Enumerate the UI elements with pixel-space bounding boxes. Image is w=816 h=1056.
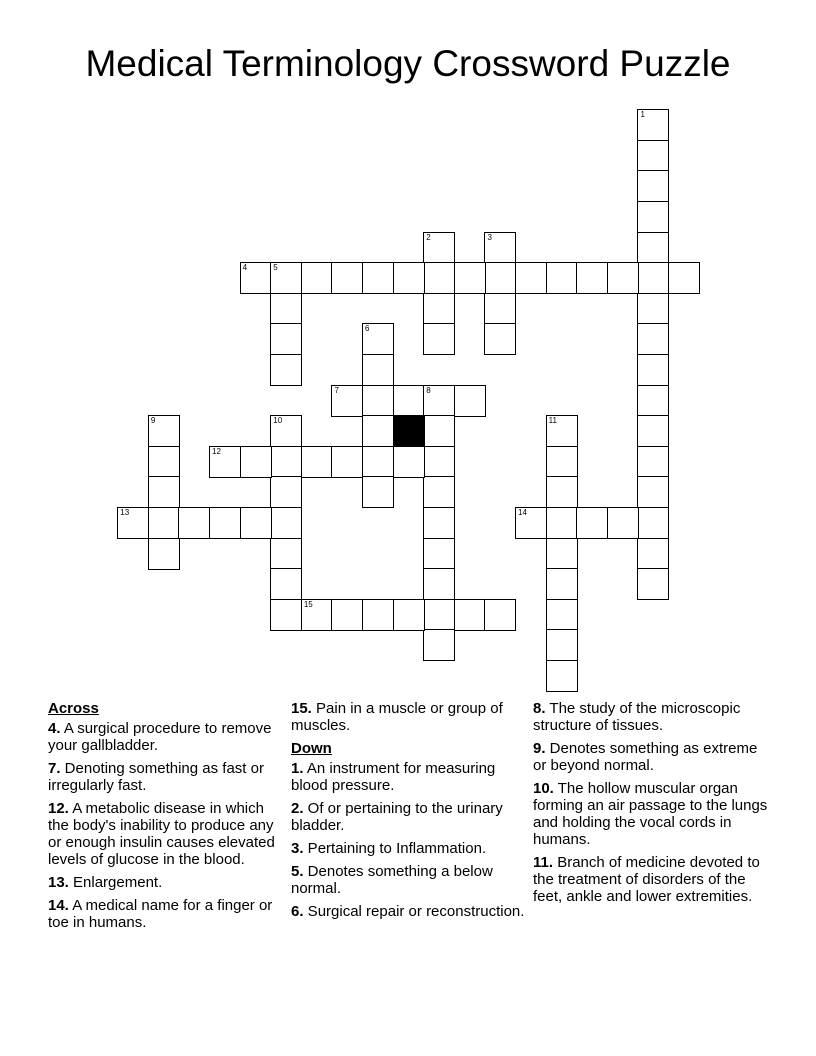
clue-number-label: 1. <box>291 760 304 777</box>
grid-cell[interactable] <box>423 262 455 294</box>
clue-number: 10 <box>273 416 283 426</box>
clue-number: 3 <box>487 232 492 242</box>
clue-item <box>533 700 768 734</box>
clue-number: 9 <box>150 416 156 426</box>
clue-number-label: 3. <box>291 840 304 857</box>
grid-cell[interactable] <box>423 323 455 355</box>
grid-cell[interactable] <box>454 262 486 294</box>
clue-number: 6 <box>365 324 370 334</box>
clue-number-label: 5. <box>291 863 304 880</box>
grid-cell[interactable] <box>270 446 302 478</box>
grid-cell[interactable] <box>637 323 669 355</box>
grid-cell[interactable] <box>117 507 149 539</box>
grid-cell[interactable] <box>393 446 425 478</box>
grid-cell[interactable] <box>546 629 578 661</box>
grid-cell[interactable] <box>546 415 578 447</box>
grid-cell[interactable] <box>270 415 302 447</box>
grid-cell[interactable] <box>423 476 455 508</box>
grid-cell[interactable] <box>546 660 578 692</box>
clue-text: A medical name for a finger or toe in humans. <box>48 897 273 931</box>
grid-cell[interactable] <box>423 385 455 417</box>
grid-cell[interactable] <box>546 262 578 294</box>
grid-cell[interactable] <box>607 262 639 294</box>
clue-number-label: 15. <box>291 700 312 717</box>
grid-cell[interactable] <box>362 415 394 447</box>
clue-item <box>48 897 283 931</box>
clue-item <box>533 854 768 905</box>
clue-number-label: 7. <box>48 760 61 777</box>
grid-cell[interactable] <box>270 507 302 539</box>
grid-cell[interactable] <box>393 599 425 631</box>
grid-cell[interactable] <box>209 507 241 539</box>
down-heading: Down <box>291 740 332 757</box>
grid-cell[interactable] <box>331 599 363 631</box>
grid-cell[interactable] <box>178 507 210 539</box>
grid-block-cell <box>393 415 425 447</box>
across-heading: Across <box>48 700 99 717</box>
grid-cell[interactable] <box>362 446 394 478</box>
clue-number-label: 9. <box>533 740 546 757</box>
grid-cell[interactable] <box>637 385 669 417</box>
clue-number: 12 <box>212 446 221 456</box>
grid-cell[interactable] <box>423 446 455 478</box>
grid-cell[interactable] <box>454 599 486 631</box>
clue-number: 14 <box>518 508 527 518</box>
clue-item <box>48 800 283 868</box>
grid-cell[interactable] <box>148 446 180 478</box>
grid-cell[interactable] <box>362 599 394 631</box>
clue-number-label: 11. <box>533 854 554 871</box>
grid-cell[interactable] <box>515 507 547 539</box>
grid-cell[interactable] <box>393 385 425 417</box>
clue-number: 1 <box>640 110 645 120</box>
grid-cell[interactable] <box>423 507 455 539</box>
grid-cell[interactable] <box>148 476 180 508</box>
grid-cell[interactable] <box>362 262 394 294</box>
clue-number: 13 <box>120 508 130 518</box>
down-clue-list <box>291 760 526 920</box>
grid-cell[interactable] <box>484 323 516 355</box>
grid-cell[interactable] <box>301 599 333 631</box>
grid-cell[interactable] <box>423 232 455 264</box>
grid-cell[interactable] <box>546 538 578 570</box>
grid-cell[interactable] <box>362 354 394 386</box>
grid-cell[interactable] <box>270 354 302 386</box>
grid-cell[interactable] <box>270 599 302 631</box>
grid-cell[interactable] <box>331 446 363 478</box>
clues-column-1 <box>48 700 283 937</box>
clue-text: Pain in a muscle or group of muscles. <box>291 700 503 734</box>
clue-item <box>291 903 526 920</box>
grid-cell[interactable] <box>423 568 455 600</box>
clue-number-label: 13. <box>48 874 69 891</box>
clue-text: The hollow muscular organ forming an air passage to the lungs and holding the vocal cords in humans. <box>533 780 768 848</box>
grid-cell[interactable] <box>148 415 180 447</box>
grid-cell[interactable] <box>637 568 669 600</box>
grid-cell[interactable] <box>423 599 455 631</box>
grid-cell[interactable] <box>362 385 394 417</box>
grid-cell[interactable] <box>270 538 302 570</box>
clue-text: Enlargement. <box>68 874 163 891</box>
grid-cell[interactable] <box>240 446 272 478</box>
clue-number: 4 <box>242 263 248 273</box>
grid-cell[interactable] <box>423 538 455 570</box>
clue-text: Of or pertaining to the urinary bladder. <box>291 800 503 834</box>
grid-cell[interactable] <box>240 262 272 294</box>
grid-cell[interactable] <box>637 262 669 294</box>
clue-text: Surgical repair or reconstruction. <box>303 903 525 920</box>
grid-cell[interactable] <box>484 293 516 325</box>
grid-cell[interactable] <box>637 476 669 508</box>
page-title: Medical Terminology Crossword Puzzle <box>85 43 731 84</box>
grid-cell[interactable] <box>546 476 578 508</box>
grid-cell[interactable] <box>148 507 180 539</box>
clues-column-3 <box>533 700 768 911</box>
clue-text: Denoting something as fast or irregularly fast. <box>48 760 264 794</box>
grid-cell[interactable] <box>484 262 516 294</box>
clue-text: Branch of medicine devoted to the treatment of disorders of the feet, ankle and lower extremities. <box>533 854 760 905</box>
clue-text: A metabolic disease in which the body's inability to produce any or enough insulin causes elevated levels of glucose in the blood. <box>48 800 275 868</box>
grid-cell[interactable] <box>637 354 669 386</box>
clue-item <box>48 874 283 891</box>
clue-item <box>533 740 768 774</box>
grid-cell[interactable] <box>331 262 363 294</box>
clue-text: The study of the microscopic structure of tissues. <box>533 700 741 734</box>
grid-cell[interactable] <box>270 293 302 325</box>
clue-item <box>48 760 283 794</box>
clue-item <box>291 800 526 834</box>
grid-cell[interactable] <box>637 140 669 172</box>
clue-number: 11 <box>548 416 557 426</box>
grid-cell[interactable] <box>270 262 302 294</box>
clue-item <box>291 760 526 794</box>
grid-cell[interactable] <box>484 232 516 264</box>
clue-text: An instrument for measuring blood pressure. <box>291 760 496 794</box>
clue-text: A surgical procedure to remove your gallbladder. <box>48 720 272 754</box>
grid-cell[interactable] <box>270 323 302 355</box>
grid-cell[interactable] <box>607 507 639 539</box>
clue-number-label: 10. <box>533 780 554 797</box>
clue-number-label: 12. <box>48 800 69 817</box>
clue-number-label: 4. <box>48 720 61 737</box>
clue-text: Denotes something as extreme or beyond normal. <box>533 740 758 774</box>
clue-text: Denotes something a below normal. <box>291 863 493 897</box>
grid-cell[interactable] <box>637 538 669 570</box>
grid-cell[interactable] <box>637 415 669 447</box>
grid-cell[interactable] <box>270 476 302 508</box>
clue-item <box>291 840 526 857</box>
grid-cell[interactable] <box>515 262 547 294</box>
clues-column-2 <box>291 700 526 926</box>
clue-item <box>48 720 283 754</box>
clue-number: 15 <box>303 599 313 609</box>
down-clue-list-continued <box>533 700 768 905</box>
grid-cell[interactable] <box>637 293 669 325</box>
clue-number-label: 8. <box>533 700 546 717</box>
grid-cell[interactable] <box>393 262 425 294</box>
clue-item <box>291 863 526 897</box>
clue-item <box>533 780 768 848</box>
grid-cell[interactable] <box>301 262 333 294</box>
clue-number: 2 <box>426 232 431 242</box>
grid-cell[interactable] <box>484 599 516 631</box>
grid-cell[interactable] <box>362 323 394 355</box>
grid-cell[interactable] <box>637 109 669 141</box>
grid-cell[interactable] <box>270 568 302 600</box>
grid-cell[interactable] <box>637 201 669 233</box>
grid-cell[interactable] <box>546 599 578 631</box>
grid-cell[interactable] <box>576 507 608 539</box>
clue-number: 7 <box>334 385 339 395</box>
grid-cell[interactable] <box>209 446 241 478</box>
grid-cell[interactable] <box>331 385 363 417</box>
grid-cell[interactable] <box>362 476 394 508</box>
clue-number-label: 6. <box>291 903 304 920</box>
grid-cell[interactable] <box>637 232 669 264</box>
grid-cell[interactable] <box>301 446 333 478</box>
grid-cell[interactable] <box>576 262 608 294</box>
grid-cell[interactable] <box>637 446 669 478</box>
grid-cell[interactable] <box>240 507 272 539</box>
clue-number-label: 2. <box>291 800 304 817</box>
grid-cell[interactable] <box>423 293 455 325</box>
grid-cell[interactable] <box>546 568 578 600</box>
across-clue-list-continued <box>291 700 526 734</box>
grid-cell[interactable] <box>546 507 578 539</box>
clue-number: 8 <box>426 385 431 395</box>
grid-cell[interactable] <box>423 415 455 447</box>
grid-cell[interactable] <box>454 385 486 417</box>
clue-number: 5 <box>273 263 278 273</box>
clue-number-label: 14. <box>48 897 69 914</box>
clue-text: Pertaining to Inflammation. <box>303 840 487 857</box>
grid-cell[interactable] <box>637 170 669 202</box>
across-clue-list <box>48 720 283 931</box>
grid-cell[interactable] <box>546 446 578 478</box>
grid-cell[interactable] <box>423 629 455 661</box>
grid-cell[interactable] <box>637 507 669 539</box>
grid-cell[interactable] <box>668 262 700 294</box>
clue-item <box>291 700 526 734</box>
grid-cell[interactable] <box>148 538 180 570</box>
